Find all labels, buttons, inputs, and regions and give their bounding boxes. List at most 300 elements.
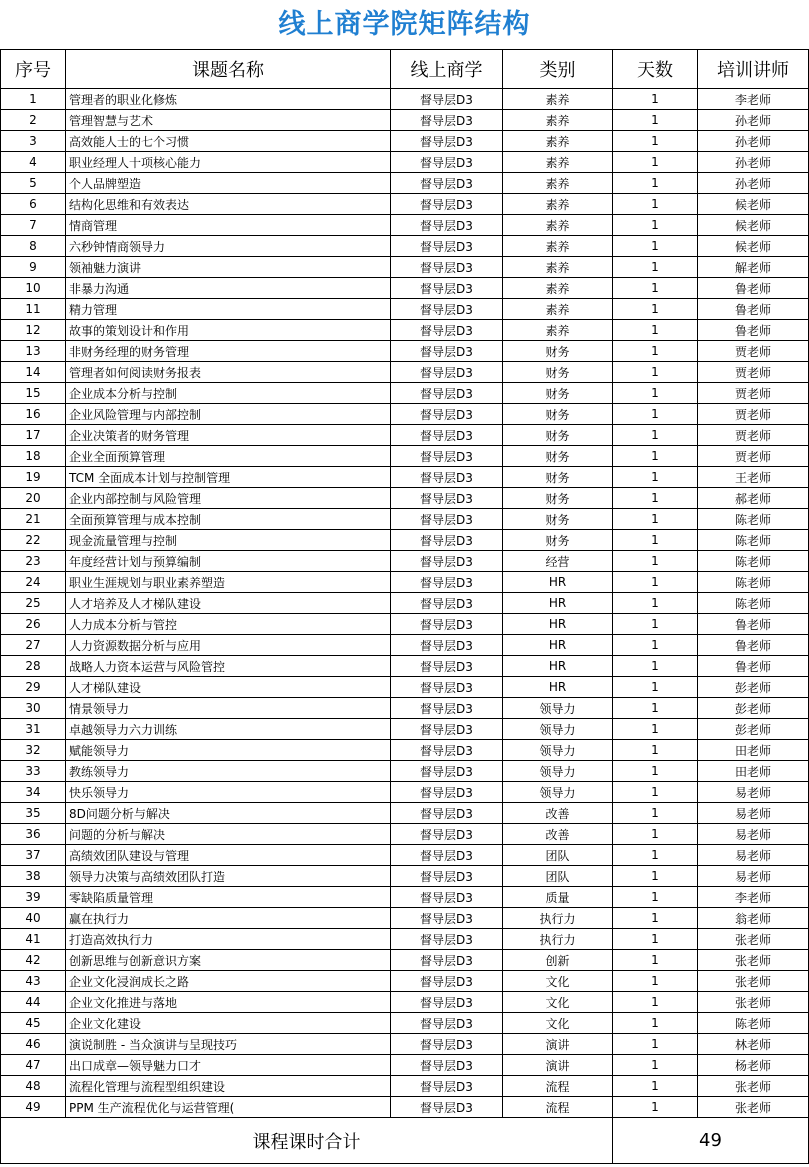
days: 1: [613, 236, 698, 257]
row-index: 30: [1, 698, 66, 719]
category: 团队: [503, 866, 613, 887]
category: 素养: [503, 89, 613, 110]
category: 领导力: [503, 782, 613, 803]
level: 督导层D3: [391, 950, 503, 971]
table-row: [1, 698, 809, 719]
table-row: [1, 215, 809, 236]
row-index: 21: [1, 509, 66, 530]
table-row: [1, 488, 809, 509]
days: 1: [613, 992, 698, 1013]
table-row: [1, 362, 809, 383]
row-index: 18: [1, 446, 66, 467]
row-index: 4: [1, 152, 66, 173]
header-category: 类别: [503, 50, 613, 89]
category: 财务: [503, 467, 613, 488]
category: 改善: [503, 803, 613, 824]
course-name: 企业文化浸润成长之路: [66, 971, 391, 992]
days: 1: [613, 1076, 698, 1097]
level: 督导层D3: [391, 362, 503, 383]
table-row: [1, 782, 809, 803]
header-course-name: 课题名称: [66, 50, 391, 89]
header-trainer: 培训讲师: [698, 50, 809, 89]
trainer: 彭老师: [698, 719, 809, 740]
course-name: 全面预算管理与成本控制: [66, 509, 391, 530]
category: 改善: [503, 824, 613, 845]
category: 财务: [503, 362, 613, 383]
course-name: 赋能领导力: [66, 740, 391, 761]
days: 1: [613, 803, 698, 824]
row-index: 28: [1, 656, 66, 677]
course-name: 企业决策者的财务管理: [66, 425, 391, 446]
level: 督导层D3: [391, 719, 503, 740]
trainer: 贾老师: [698, 425, 809, 446]
category: 素养: [503, 215, 613, 236]
course-name: 现金流量管理与控制: [66, 530, 391, 551]
trainer: 贾老师: [698, 341, 809, 362]
category: 流程: [503, 1076, 613, 1097]
course-name: 精力管理: [66, 299, 391, 320]
row-index: 9: [1, 257, 66, 278]
table-row: [1, 383, 809, 404]
row-index: 12: [1, 320, 66, 341]
days: 1: [613, 761, 698, 782]
level: 督导层D3: [391, 173, 503, 194]
table-row: [1, 299, 809, 320]
table-row: [1, 824, 809, 845]
course-name: 年度经营计划与预算编制: [66, 551, 391, 572]
course-name: 管理智慧与艺术: [66, 110, 391, 131]
level: 督导层D3: [391, 425, 503, 446]
days: 1: [613, 593, 698, 614]
course-name: 教练领导力: [66, 761, 391, 782]
level: 督导层D3: [391, 656, 503, 677]
table-row: [1, 173, 809, 194]
table-row: [1, 656, 809, 677]
trainer: 易老师: [698, 866, 809, 887]
table-row: [1, 467, 809, 488]
level: 督导层D3: [391, 1034, 503, 1055]
category: 素养: [503, 278, 613, 299]
table-row: [1, 803, 809, 824]
days: 1: [613, 782, 698, 803]
course-name: 领袖魅力演讲: [66, 257, 391, 278]
trainer: 贾老师: [698, 383, 809, 404]
category: 素养: [503, 236, 613, 257]
level: 督导层D3: [391, 572, 503, 593]
level: 督导层D3: [391, 152, 503, 173]
category: 领导力: [503, 698, 613, 719]
table-row: [1, 425, 809, 446]
course-name: 情景领导力: [66, 698, 391, 719]
table-row: [1, 1076, 809, 1097]
days: 1: [613, 740, 698, 761]
course-name: 职业经理人十项核心能力: [66, 152, 391, 173]
course-name: 故事的策划设计和作用: [66, 320, 391, 341]
days: 1: [613, 887, 698, 908]
days: 1: [613, 698, 698, 719]
days: 1: [613, 152, 698, 173]
course-name: 卓越领导力六力训练: [66, 719, 391, 740]
row-index: 34: [1, 782, 66, 803]
days: 1: [613, 572, 698, 593]
trainer: 鲁老师: [698, 299, 809, 320]
row-index: 11: [1, 299, 66, 320]
course-name: 高效能人士的七个习惯: [66, 131, 391, 152]
days: 1: [613, 908, 698, 929]
row-index: 37: [1, 845, 66, 866]
level: 督导层D3: [391, 194, 503, 215]
level: 督导层D3: [391, 803, 503, 824]
days: 1: [613, 383, 698, 404]
trainer: 解老师: [698, 257, 809, 278]
course-name: 企业内部控制与风险管理: [66, 488, 391, 509]
category: 流程: [503, 1097, 613, 1118]
course-name: 问题的分析与解决: [66, 824, 391, 845]
row-index: 14: [1, 362, 66, 383]
table-row: [1, 404, 809, 425]
trainer: 李老师: [698, 887, 809, 908]
course-name: 企业全面预算管理: [66, 446, 391, 467]
row-index: 8: [1, 236, 66, 257]
trainer: 张老师: [698, 1076, 809, 1097]
category: 文化: [503, 1013, 613, 1034]
category: 文化: [503, 992, 613, 1013]
course-name: 流程化管理与流程型组织建设: [66, 1076, 391, 1097]
table-row: [1, 1055, 809, 1076]
course-name: 企业成本分析与控制: [66, 383, 391, 404]
category: HR: [503, 677, 613, 698]
trainer: 郝老师: [698, 488, 809, 509]
trainer: 翁老师: [698, 908, 809, 929]
days: 1: [613, 131, 698, 152]
row-index: 49: [1, 1097, 66, 1118]
course-name: 快乐领导力: [66, 782, 391, 803]
days: 1: [613, 173, 698, 194]
level: 督导层D3: [391, 698, 503, 719]
days: 1: [613, 1034, 698, 1055]
days: 1: [613, 110, 698, 131]
row-index: 35: [1, 803, 66, 824]
category: 财务: [503, 404, 613, 425]
table-row: [1, 257, 809, 278]
trainer: 田老师: [698, 740, 809, 761]
category: 素养: [503, 131, 613, 152]
table-row: [1, 719, 809, 740]
course-name: 管理者如何阅读财务报表: [66, 362, 391, 383]
level: 督导层D3: [391, 299, 503, 320]
table-row: [1, 341, 809, 362]
course-name: 企业文化推进与落地: [66, 992, 391, 1013]
category: 文化: [503, 971, 613, 992]
trainer: 杨老师: [698, 1055, 809, 1076]
days: 1: [613, 719, 698, 740]
category: 素养: [503, 299, 613, 320]
row-index: 31: [1, 719, 66, 740]
level: 督导层D3: [391, 341, 503, 362]
trainer: 陈老师: [698, 530, 809, 551]
trainer: 张老师: [698, 992, 809, 1013]
days: 1: [613, 509, 698, 530]
level: 督导层D3: [391, 488, 503, 509]
trainer: 陈老师: [698, 509, 809, 530]
trainer: 易老师: [698, 845, 809, 866]
level: 督导层D3: [391, 929, 503, 950]
category: 领导力: [503, 719, 613, 740]
course-name: 职业生涯规划与职业素养塑造: [66, 572, 391, 593]
category: 财务: [503, 530, 613, 551]
days: 1: [613, 1013, 698, 1034]
table-row: [1, 194, 809, 215]
row-index: 39: [1, 887, 66, 908]
level: 督导层D3: [391, 971, 503, 992]
trainer: 陈老师: [698, 1013, 809, 1034]
course-name: 人力资源数据分析与应用: [66, 635, 391, 656]
header-level: 线上商学: [391, 50, 503, 89]
course-name: 演说制胜 - 当众演讲与呈现技巧: [66, 1034, 391, 1055]
category: HR: [503, 635, 613, 656]
table-row: [1, 1013, 809, 1034]
trainer: 候老师: [698, 236, 809, 257]
row-index: 46: [1, 1034, 66, 1055]
course-name: 创新思维与创新意识方案: [66, 950, 391, 971]
days: 1: [613, 299, 698, 320]
category: 财务: [503, 488, 613, 509]
level: 督导层D3: [391, 782, 503, 803]
level: 督导层D3: [391, 677, 503, 698]
table-row: [1, 908, 809, 929]
trainer: 贾老师: [698, 362, 809, 383]
row-index: 7: [1, 215, 66, 236]
category: 经营: [503, 551, 613, 572]
table-row: [1, 971, 809, 992]
table-row: [1, 1097, 809, 1118]
days: 1: [613, 929, 698, 950]
trainer: 候老师: [698, 215, 809, 236]
trainer: 彭老师: [698, 677, 809, 698]
trainer: 田老师: [698, 761, 809, 782]
footer-row: [1, 1118, 809, 1164]
days: 1: [613, 89, 698, 110]
header-days: 天数: [613, 50, 698, 89]
category: 素养: [503, 194, 613, 215]
category: 财务: [503, 425, 613, 446]
trainer: 孙老师: [698, 173, 809, 194]
table-row: [1, 929, 809, 950]
row-index: 32: [1, 740, 66, 761]
level: 督导层D3: [391, 383, 503, 404]
footer-label: 课程课时合计: [1, 1118, 613, 1164]
days: 1: [613, 1055, 698, 1076]
level: 督导层D3: [391, 467, 503, 488]
trainer: 鲁老师: [698, 614, 809, 635]
row-index: 41: [1, 929, 66, 950]
table-row: [1, 89, 809, 110]
days: 1: [613, 467, 698, 488]
row-index: 43: [1, 971, 66, 992]
table-row: [1, 761, 809, 782]
level: 督导层D3: [391, 761, 503, 782]
row-index: 17: [1, 425, 66, 446]
level: 督导层D3: [391, 1076, 503, 1097]
days: 1: [613, 215, 698, 236]
level: 督导层D3: [391, 89, 503, 110]
course-name: 高绩效团队建设与管理: [66, 845, 391, 866]
trainer: 孙老师: [698, 152, 809, 173]
category: 领导力: [503, 740, 613, 761]
course-name: 赢在执行力: [66, 908, 391, 929]
row-index: 3: [1, 131, 66, 152]
days: 1: [613, 446, 698, 467]
table-row: [1, 110, 809, 131]
row-index: 24: [1, 572, 66, 593]
row-index: 6: [1, 194, 66, 215]
table-row: [1, 614, 809, 635]
table-row: [1, 740, 809, 761]
days: 1: [613, 971, 698, 992]
table-row: [1, 677, 809, 698]
trainer: 贾老师: [698, 404, 809, 425]
course-name: 企业文化建设: [66, 1013, 391, 1034]
days: 1: [613, 341, 698, 362]
category: HR: [503, 656, 613, 677]
table-row: [1, 551, 809, 572]
days: 1: [613, 362, 698, 383]
table-row: [1, 131, 809, 152]
row-index: 36: [1, 824, 66, 845]
table-row: [1, 572, 809, 593]
course-name: PPM 生产流程优化与运营管理(: [66, 1097, 391, 1118]
level: 督导层D3: [391, 236, 503, 257]
level: 督导层D3: [391, 824, 503, 845]
category: HR: [503, 614, 613, 635]
trainer: 易老师: [698, 803, 809, 824]
category: HR: [503, 572, 613, 593]
days: 1: [613, 488, 698, 509]
row-index: 33: [1, 761, 66, 782]
category: 财务: [503, 509, 613, 530]
days: 1: [613, 866, 698, 887]
trainer: 孙老师: [698, 131, 809, 152]
category: 素养: [503, 257, 613, 278]
header-index: 序号: [1, 50, 66, 89]
trainer: 候老师: [698, 194, 809, 215]
course-name: 领导力决策与高绩效团队打造: [66, 866, 391, 887]
row-index: 47: [1, 1055, 66, 1076]
row-index: 20: [1, 488, 66, 509]
category: 团队: [503, 845, 613, 866]
trainer: 鲁老师: [698, 635, 809, 656]
level: 督导层D3: [391, 257, 503, 278]
days: 1: [613, 257, 698, 278]
row-index: 45: [1, 1013, 66, 1034]
trainer: 陈老师: [698, 593, 809, 614]
level: 督导层D3: [391, 992, 503, 1013]
level: 督导层D3: [391, 215, 503, 236]
category: 执行力: [503, 929, 613, 950]
course-name: 8D问题分析与解决: [66, 803, 391, 824]
category: HR: [503, 593, 613, 614]
days: 1: [613, 845, 698, 866]
page-title: 线上商学院矩阵结构: [278, 9, 531, 40]
days: 1: [613, 824, 698, 845]
category: 创新: [503, 950, 613, 971]
days: 1: [613, 677, 698, 698]
row-index: 27: [1, 635, 66, 656]
course-name: 零缺陷质量管理: [66, 887, 391, 908]
level: 督导层D3: [391, 110, 503, 131]
row-index: 19: [1, 467, 66, 488]
days: 1: [613, 425, 698, 446]
level: 督导层D3: [391, 530, 503, 551]
header-row: [1, 50, 809, 89]
trainer: 鲁老师: [698, 278, 809, 299]
level: 督导层D3: [391, 446, 503, 467]
days: 1: [613, 551, 698, 572]
table-row: [1, 509, 809, 530]
trainer: 贾老师: [698, 446, 809, 467]
trainer: 易老师: [698, 824, 809, 845]
category: 素养: [503, 320, 613, 341]
course-name: 非暴力沟通: [66, 278, 391, 299]
level: 督导层D3: [391, 740, 503, 761]
course-name: 打造高效执行力: [66, 929, 391, 950]
course-name: 非财务经理的财务管理: [66, 341, 391, 362]
row-index: 2: [1, 110, 66, 131]
table-row: [1, 887, 809, 908]
course-name: 结构化思维和有效表达: [66, 194, 391, 215]
category: 财务: [503, 341, 613, 362]
row-index: 26: [1, 614, 66, 635]
category: 质量: [503, 887, 613, 908]
trainer: 张老师: [698, 971, 809, 992]
level: 督导层D3: [391, 593, 503, 614]
course-matrix-table: [0, 49, 809, 1164]
table-row: [1, 1034, 809, 1055]
category: 演讲: [503, 1055, 613, 1076]
days: 1: [613, 320, 698, 341]
category: 素养: [503, 152, 613, 173]
table-row: [1, 278, 809, 299]
row-index: 1: [1, 89, 66, 110]
trainer: 孙老师: [698, 110, 809, 131]
row-index: 38: [1, 866, 66, 887]
table-row: [1, 236, 809, 257]
level: 督导层D3: [391, 278, 503, 299]
level: 督导层D3: [391, 887, 503, 908]
days: 1: [613, 530, 698, 551]
course-name: 六秒钟情商领导力: [66, 236, 391, 257]
days: 1: [613, 278, 698, 299]
level: 督导层D3: [391, 509, 503, 530]
row-index: 44: [1, 992, 66, 1013]
table-row: [1, 530, 809, 551]
level: 督导层D3: [391, 1013, 503, 1034]
trainer: 张老师: [698, 950, 809, 971]
days: 1: [613, 950, 698, 971]
row-index: 29: [1, 677, 66, 698]
course-name: 人才梯队建设: [66, 677, 391, 698]
trainer: 张老师: [698, 1097, 809, 1118]
level: 督导层D3: [391, 908, 503, 929]
row-index: 13: [1, 341, 66, 362]
course-name: 出口成章—领导魅力口才: [66, 1055, 391, 1076]
trainer: 易老师: [698, 782, 809, 803]
row-index: 10: [1, 278, 66, 299]
level: 督导层D3: [391, 551, 503, 572]
category: 领导力: [503, 761, 613, 782]
table-row: [1, 950, 809, 971]
row-index: 5: [1, 173, 66, 194]
